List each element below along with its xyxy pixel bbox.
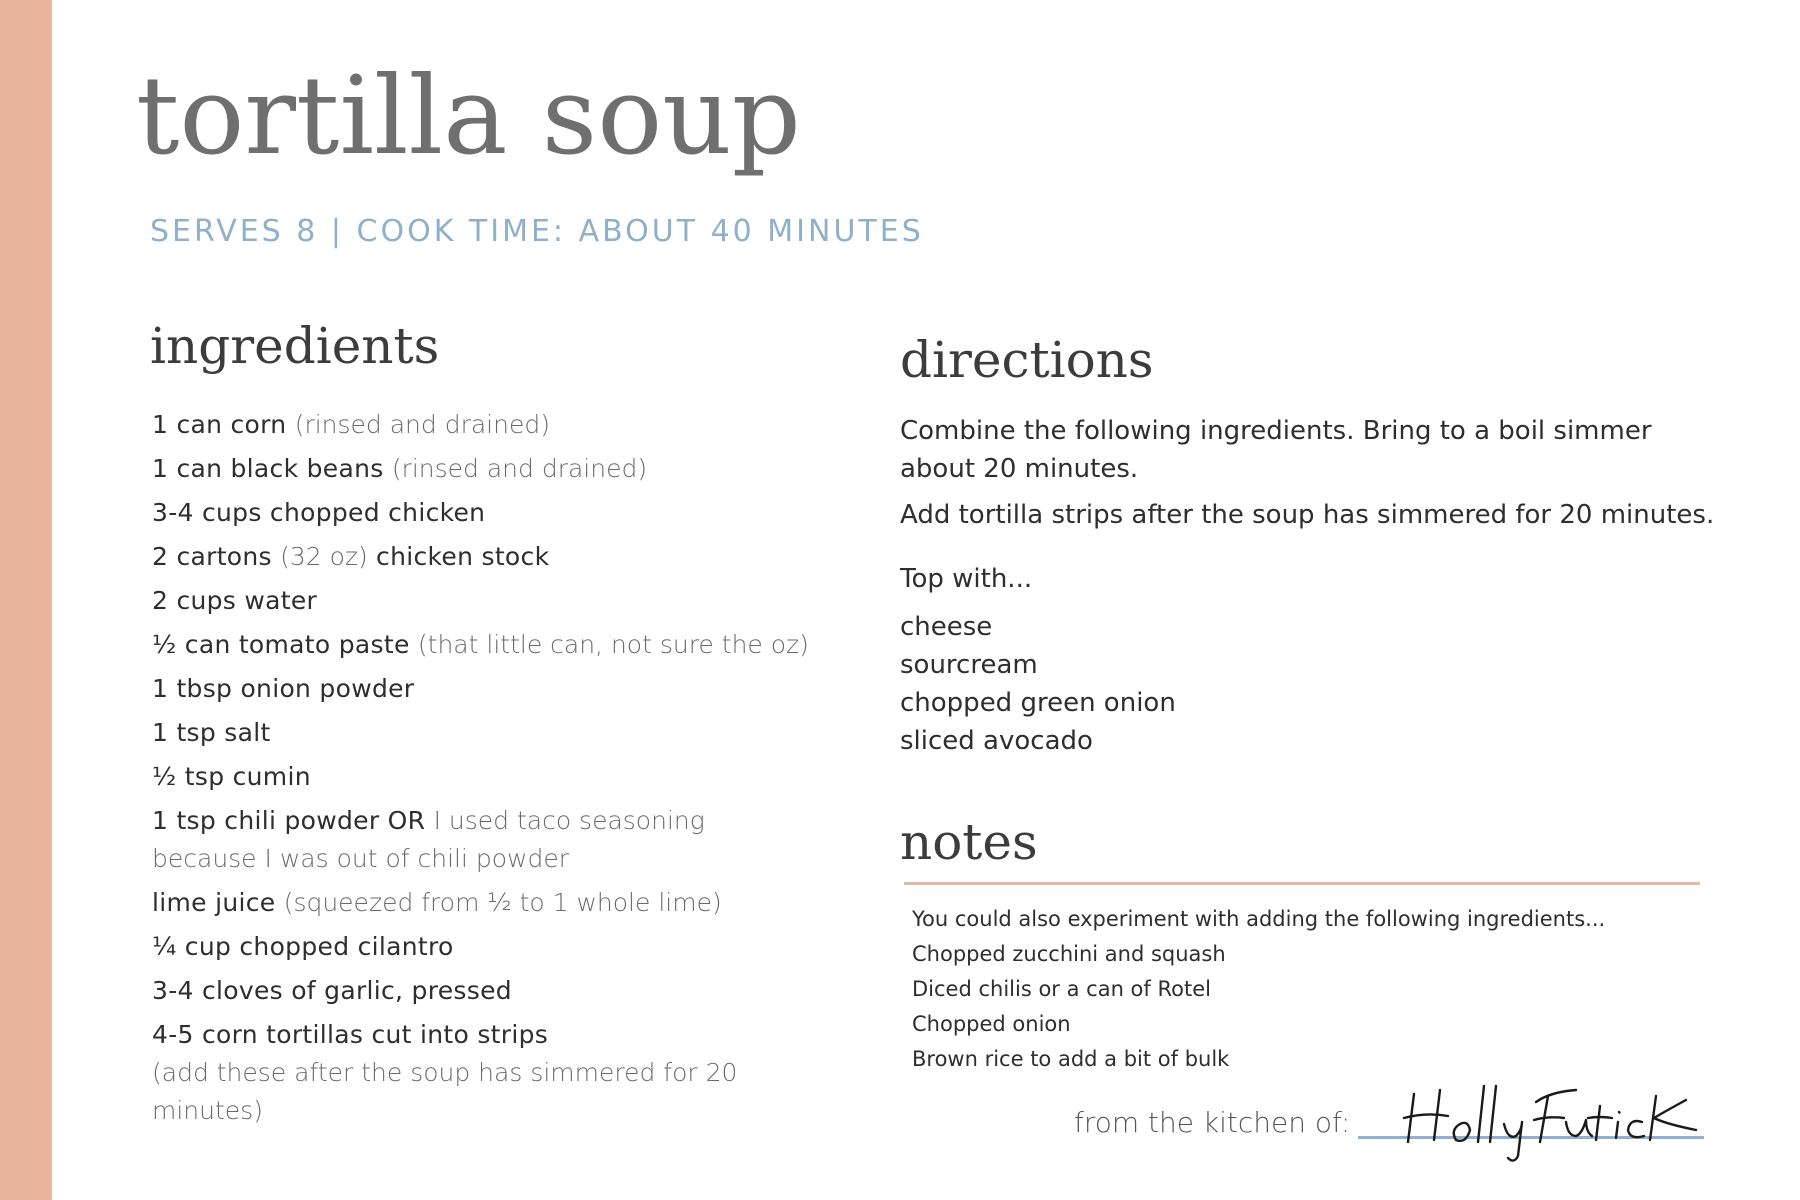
ingredient-subnote: (add these after the soup has simmered for 20 minutes) [152,1058,738,1125]
ingredient-note: I used taco seasoning because I was out of chili powder [152,806,705,873]
ingredient-text: 1 tbsp onion powder [152,674,415,703]
ingredient-text-continued: chicken stock [367,542,550,571]
ingredient-item [152,758,812,796]
ingredient-item [152,494,812,532]
note-item: Diced chilis or a can of Rotel [912,977,1211,1001]
ingredients-list [152,406,812,1136]
toppings-list [900,608,1720,760]
handwritten-signature [1400,1072,1700,1162]
ingredient-item [152,714,812,752]
ingredient-item [152,1016,812,1130]
notes-heading: notes [900,813,1038,871]
ingredient-text: 2 cups water [152,586,318,615]
ingredient-note: (squeezed from ½ to 1 whole lime) [283,888,722,917]
ingredient-note: (32 oz) [280,542,368,571]
notes-divider [904,882,1700,885]
ingredient-item [152,928,812,966]
note-item: Brown rice to add a bit of bulk [912,1047,1230,1071]
recipe-subtitle: SERVES 8 | COOK TIME: ABOUT 40 MINUTES [150,214,924,249]
ingredient-item [152,972,812,1010]
ingredient-item [152,538,812,576]
ingredient-text: ¼ cup chopped cilantro [152,932,454,961]
ingredient-text: ½ can tomato paste [152,630,418,659]
notes-list [912,902,1605,1077]
ingredient-item [152,884,812,922]
directions-section [900,412,1720,760]
ingredient-note: (that little can, not sure the oz) [417,630,809,659]
topping-item: sourcream [900,650,1038,680]
topping-item: chopped green onion [900,688,1176,718]
ingredient-text: 1 tsp chili powder OR [152,806,434,835]
ingredient-text: ½ tsp cumin [152,762,311,791]
note-item: You could also experiment with adding the following ingredients... [912,907,1606,931]
ingredient-text: 3-4 cups chopped chicken [152,498,486,527]
ingredient-item [152,450,812,488]
ingredient-item [152,802,812,878]
side-accent-stripe [0,0,52,1200]
directions-heading: directions [900,331,1154,389]
topping-item: cheese [900,612,993,642]
ingredient-note: (rinsed and drained) [294,410,550,439]
kitchen-label: from the kitchen of: [1074,1106,1351,1139]
topping-item: sliced avocado [900,726,1093,756]
note-item: Chopped onion [912,1012,1071,1036]
recipe-title: tortilla soup [136,54,801,179]
ingredient-item [152,626,812,664]
note-item: Chopped zucchini and squash [912,942,1226,966]
ingredient-text: 3-4 cloves of garlic, pressed [152,976,512,1005]
ingredient-text: 1 tsp salt [152,718,271,747]
ingredient-note: (rinsed and drained) [391,454,648,483]
ingredients-heading: ingredients [150,317,440,375]
ingredient-text: 1 can corn [152,410,295,439]
directions-paragraph: Combine the following ingredients. Bring to a boil simmer about 20 minutes. [900,416,1652,484]
ingredient-item [152,582,812,620]
ingredient-item [152,670,812,708]
top-with-title: Top with... [900,564,1033,594]
ingredient-text: 2 cartons [152,542,281,571]
ingredient-item [152,406,812,444]
directions-paragraph: Add tortilla strips after the soup has simmered for 20 minutes. [900,500,1715,530]
ingredient-text: lime juice [152,888,284,917]
ingredient-text: 4-5 corn tortillas cut into strips [152,1020,549,1049]
ingredient-text: 1 can black beans [152,454,392,483]
